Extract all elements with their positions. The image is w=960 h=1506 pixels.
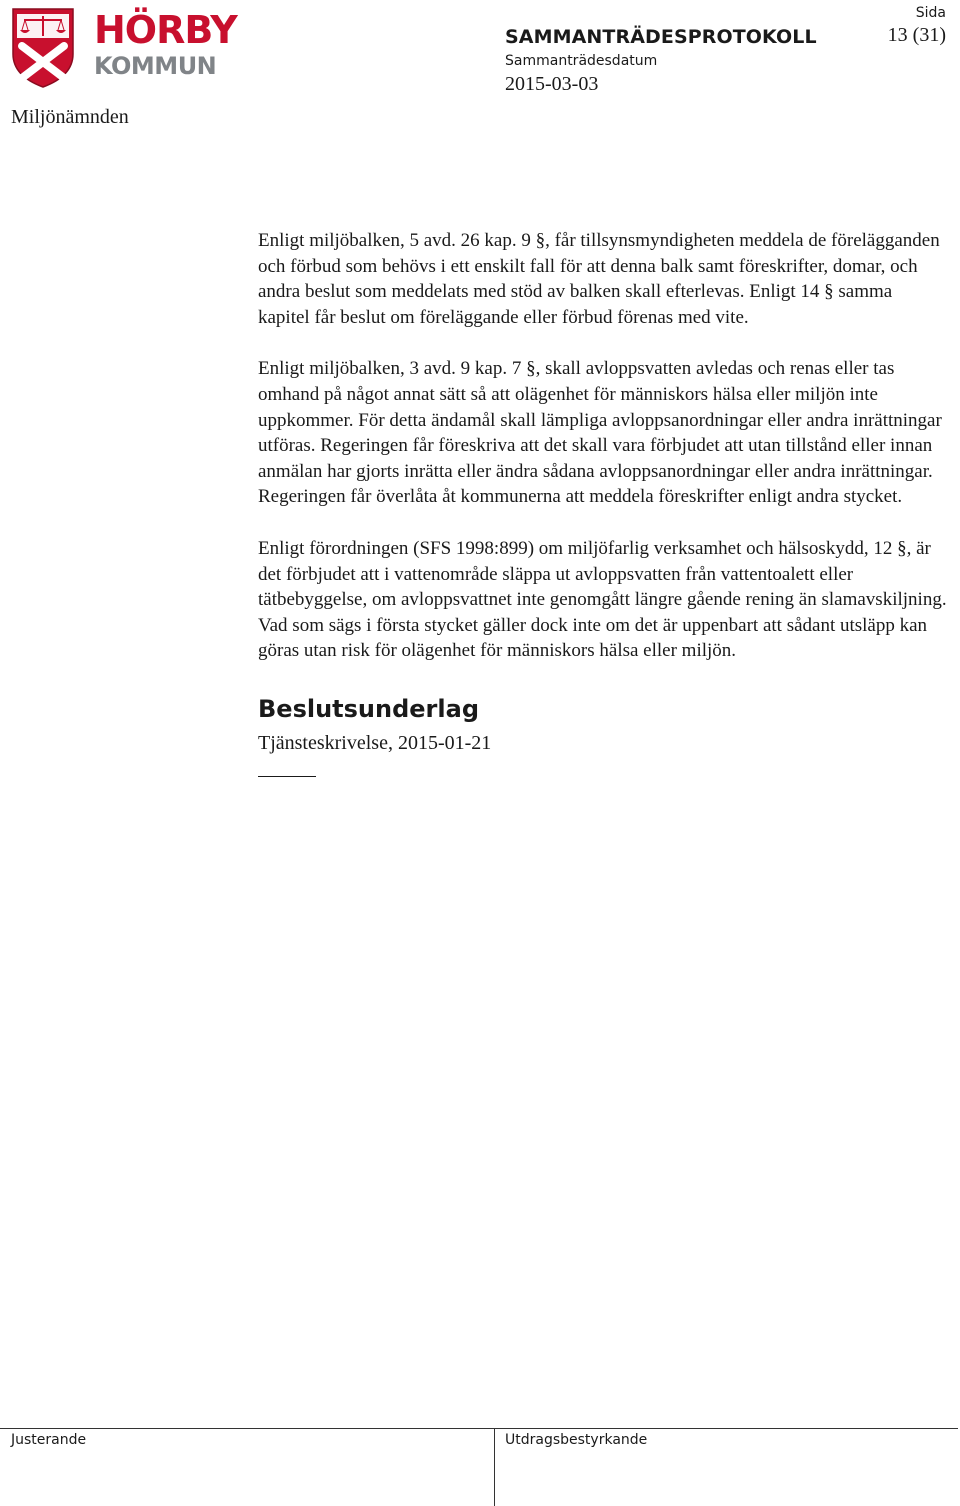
paragraph-ordinance: Enligt förordningen (SFS 1998:899) om miljöfarlig verksamhet och hälsoskydd, 12 §, är det förbjudet att i vattenområde släppa ut avloppsvatten från vattentoalett eller tätbebyggelse, om avloppsvattnet inte genomgått längre gående rening än slamavskiljning. Vad som sägs i första stycket gäller dock inte om det är uppenbart att sådant utsläpp kan göras utan risk för olägenhet för människors hälsa eller miljön.	[258, 537, 947, 662]
coat-of-arms-icon	[10, 6, 76, 90]
page-number: 13 (31)	[887, 24, 946, 46]
decision-basis-item: Tjänsteskrivelse, 2015-01-21	[258, 731, 492, 754]
paragraph-enforcement: Enligt miljöbalken, 5 avd. 26 kap. 9 §, får tillsynsmyndigheten meddela de förelägganden och förbud som behövs i ett enskilt fall för att denna balk samt föreskrifter, domar, och andra beslut som meddelats med stöd av balken skall efterlevas. Enligt 14 § samma kapitel får beslut om föreläggande eller förbud förenas med vite.	[258, 230, 940, 328]
document-title: SAMMANTRÄDESPROTOKOLL	[505, 26, 817, 48]
meeting-date-label: Sammanträdesdatum	[505, 53, 658, 69]
paragraph-wastewater: Enligt miljöbalken, 3 avd. 9 kap. 7 §, skall avloppsvatten avledas och renas eller tas omhand på något annat sätt så att olägenhet för människors hälsa eller miljön inte uppkommer. För detta ändamål skall lämpliga avloppsanordningar eller andra inrättningar utföras. Regeringen får föreskriva att det skall vara förbjudet att utan tillstånd eller innan anmälan har gjorts inrätta eller ändra sådana avloppsanordningar eller andra inrättningar. Regeringen får överlåta åt kommunerna att meddela föreskrifter enligt andra stycket.	[258, 358, 942, 508]
section-heading: Beslutsunderlag	[258, 694, 479, 723]
footer-adjuster-label: Justerande	[11, 1432, 87, 1448]
logo-name: HÖRBY	[94, 8, 237, 52]
footer-column-divider	[494, 1428, 495, 1506]
document-body	[258, 228, 948, 777]
footer-certification-label: Utdragsbestyrkande	[505, 1432, 648, 1448]
logo-subtitle: KOMMUN	[94, 52, 217, 80]
meeting-date-value: 2015-03-03	[505, 73, 599, 95]
organization-name: Miljönämnden	[11, 106, 129, 128]
municipality-logo	[10, 6, 237, 92]
footer-divider	[0, 1428, 958, 1429]
end-rule	[258, 776, 316, 777]
page-label: Sida	[915, 5, 946, 21]
